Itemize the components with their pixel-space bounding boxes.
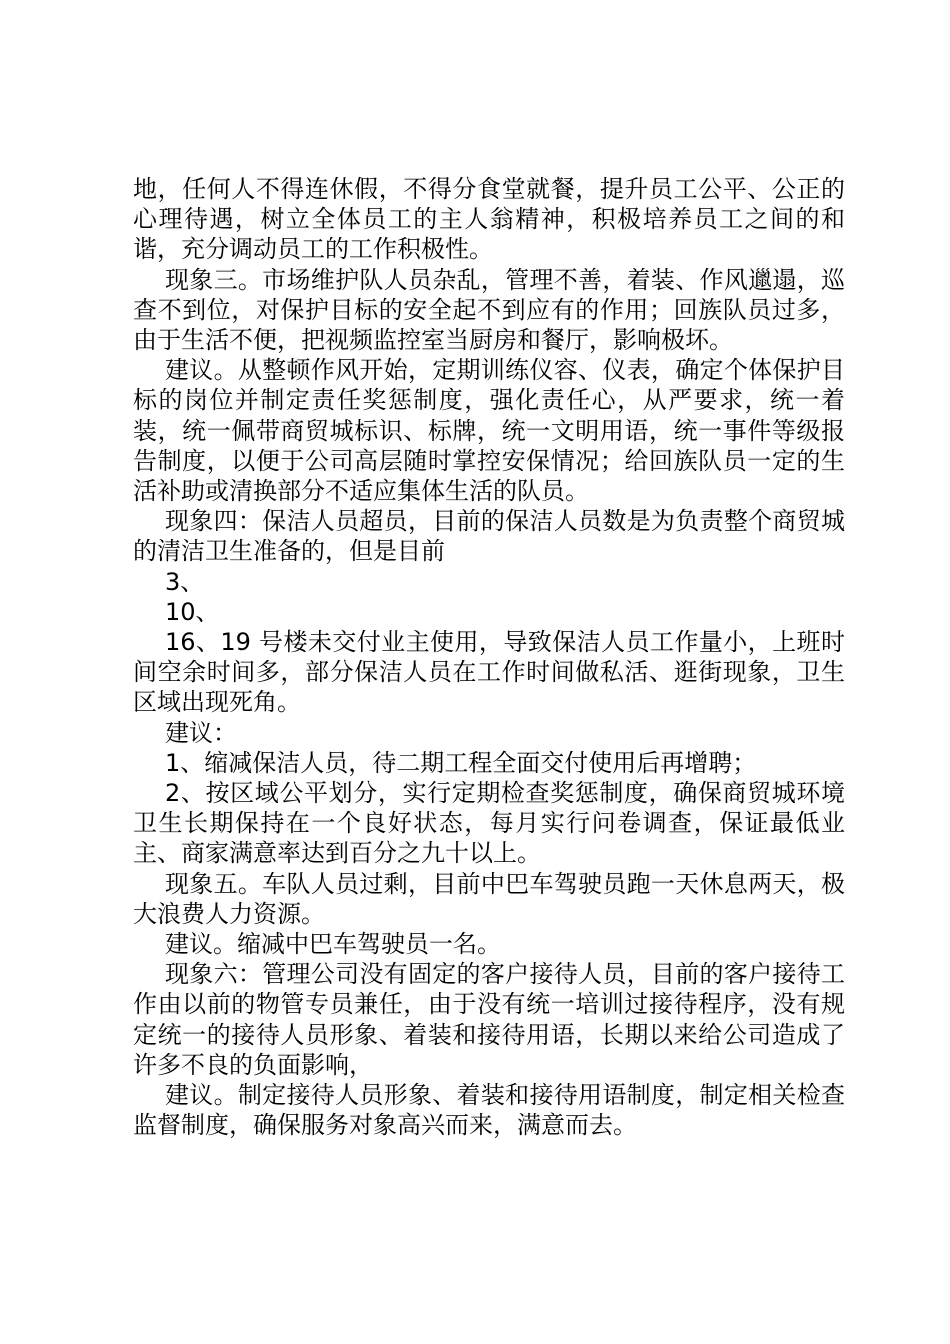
paragraph-suggestion-4-heading: 建议： (165, 718, 237, 747)
paragraph-suggestion-4-item-2: 2、按区域公平划分，实行定期检查奖惩制度，确保商贸城环境卫生长期保持在一个良好状态，每月实行问卷调查，保证最低业主、商家满意率达到百分之九十以上。 (133, 779, 845, 868)
paragraph-phenomenon-6: 现象六：管理公司没有固定的客户接待人员，目前的客户接待工作由以前的物管专员兼任，由于没有统一培训过接待程序，没有规定统一的接待人员形象、着装和接待用语，长期以来给公司造成了许多不良的负面影响， (133, 960, 845, 1079)
paragraph-item-3: 3、 (165, 567, 205, 596)
paragraph-suggestion-3: 建议。从整顿作风开始，定期训练仪容、仪表，确定个体保护目标的岗位并制定责任奖惩制度，强化责任心，从严要求，统一着装，统一佩带商贸城标识、标牌，统一文明用语，统一事件等级报告制度，以便于公司高层随时掌控安保情况；给回族队员一定的生活补助或清换部分不适应集体生活的队员。 (133, 356, 845, 506)
paragraph-phenomenon-4: 现象四：保洁人员超员，目前的保洁人员数是为负责整个商贸城的清洁卫生准备的，但是目前 (133, 507, 845, 566)
paragraph-phenomenon-5: 现象五。车队人员过剩，目前中巴车驾驶员跑一天休息两天，极大浪费人力资源。 (133, 869, 845, 928)
paragraph-item-10: 10、 (165, 597, 220, 626)
paragraph-item-16-19: 16、19 号楼未交付业主使用，导致保洁人员工作量小，上班时间空余时间多，部分保洁人员在工作时间做私活、逛街现象，卫生区域出现死角。 (133, 628, 845, 717)
paragraph-suggestion-5: 建议。缩减中巴车驾驶员一名。 (165, 930, 501, 959)
paragraph-suggestion-4-item-1: 1、缩减保洁人员，待二期工程全面交付使用后再增聘； (165, 748, 757, 777)
document-page (133, 174, 845, 1141)
paragraph-continuation: 地，任何人不得连休假，不得分食堂就餐，提升员工公平、公正的心理待遇，树立全体员工的主人翁精神，积极培养员工之间的和谐，充分调动员工的工作积极性。 (133, 175, 845, 264)
paragraph-phenomenon-3: 现象三。市场维护队人员杂乱，管理不善，着装、作风邋遢，巡查不到位，对保护目标的安全起不到应有的作用；回族队员过多，由于生活不便，把视频监控室当厨房和餐厅，影响极坏。 (133, 265, 845, 355)
paragraph-suggestion-6: 建议。制定接待人员形象、着装和接待用语制度，制定相关检查监督制度，确保服务对象高兴而来，满意而去。 (133, 1081, 845, 1140)
